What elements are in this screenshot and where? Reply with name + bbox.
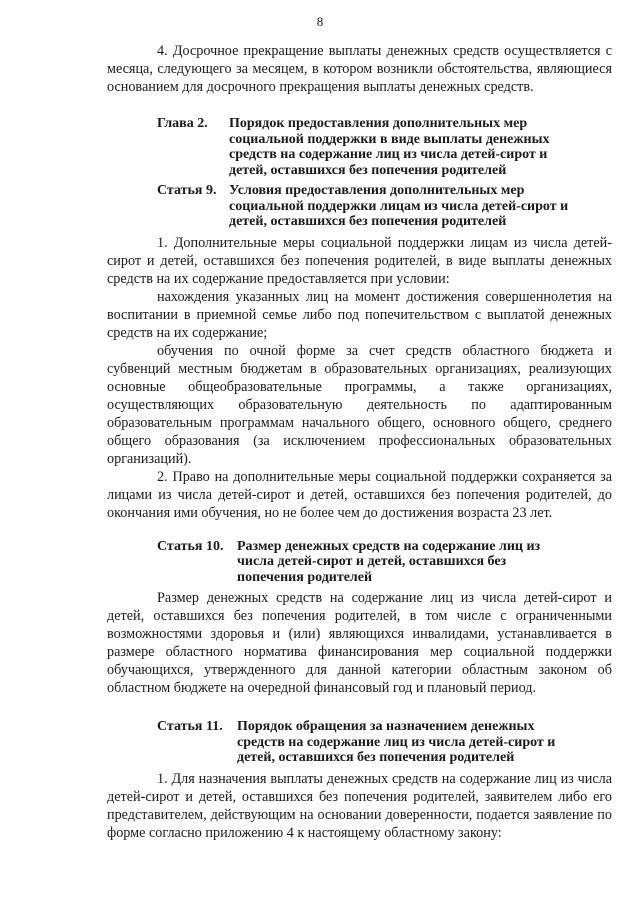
article-9-paragraph: нахождения указанных лиц на момент достижения совершеннолетия на воспитании в приемной семье либо под попечительством с выплатой денежных средств на их содержание; <box>107 288 612 341</box>
article-10-label: Статья 10. <box>157 538 224 554</box>
article-9-paragraph: 1. Дополнительные меры социальной поддержки лицам из числа детей-сирот и детей, оставшихся без попечения родителей, в виде выплаты денежных средств на их содержание предоставляется при условии: <box>107 234 612 287</box>
page-number: 8 <box>316 14 324 29</box>
article-10-paragraph: Размер денежных средств на содержание лиц из числа детей-сирот и детей, оставшихся без попечения родителей, в том числе с ограниченными возможностями здоровья и (или) являющихся инвалидами, устанавливается в размере областного норматива финансирования мер социальной поддержки обучающихся, утвержденного для данной категории областным законом об областном бюджете на очередной финансовый год и плановый период. <box>107 590 612 696</box>
article-9-paragraph: 2. Право на дополнительные меры социальной поддержки сохраняется за лицами из числа детей-сирот и детей, оставшихся без попечения родителей, до окончания ими обучения, но не более чем до достижения возраста 23 лет. <box>107 468 612 521</box>
article-10-heading <box>107 539 612 586</box>
article-9-paragraph: обучения по очной форме за счет средств областного бюджета и субвенций местным бюджетам в образовательных организациях, реализующих основные общеобразовательные программы, а также организациях, осуществляющих образовательную деятельность по адаптированным образовательным программам начального общего, основного общего, среднего общего образования (за исключением профессиональных образовательных организаций). <box>107 342 612 467</box>
article-9-title: Условия предоставления дополнительных мер социальной поддержки лицам из числа детей-сирот и детей, оставшихся без попечения родителей <box>229 183 569 229</box>
article-9-heading <box>107 183 612 230</box>
chapter-2-heading <box>107 116 612 178</box>
article-11-paragraph: 1. Для назначения выплаты денежных средств на содержание лиц из числа детей-сирот и детей, оставшихся без попечения родителей, заявителем либо его представителем, действующим на основании доверенности, подается заявление по форме согласно приложению 4 к настоящему областному закону: <box>107 770 612 841</box>
article-11-heading <box>107 719 612 766</box>
article-10-title: Размер денежных средств на содержание лиц из числа детей-сирот и детей, оставшихся без попечения родителей <box>237 538 541 585</box>
article-11-label: Статья 11. <box>157 719 223 734</box>
chapter-2-title: Порядок предоставления дополнительных мер социальной поддержки в виде выплаты денежных средств на содержание лиц из числа детей-сирот и детей, оставшихся без попечения родителей <box>229 116 550 178</box>
article-9-label: Статья 9. <box>157 183 217 198</box>
article-11-title: Порядок обращения за назначением денежных средств на содержание лиц из числа детей-сирот и детей, оставшихся без попечения родителей <box>237 719 556 765</box>
chapter-2-label: Глава 2. <box>157 116 208 131</box>
document-body <box>107 42 612 842</box>
intro-paragraph: 4. Досрочное прекращение выплаты денежных средств осуществляется с месяца, следующего за месяцем, в котором возникли обстоятельства, являющиеся основанием для досрочного прекращения выплаты денежных средств. <box>107 43 612 95</box>
